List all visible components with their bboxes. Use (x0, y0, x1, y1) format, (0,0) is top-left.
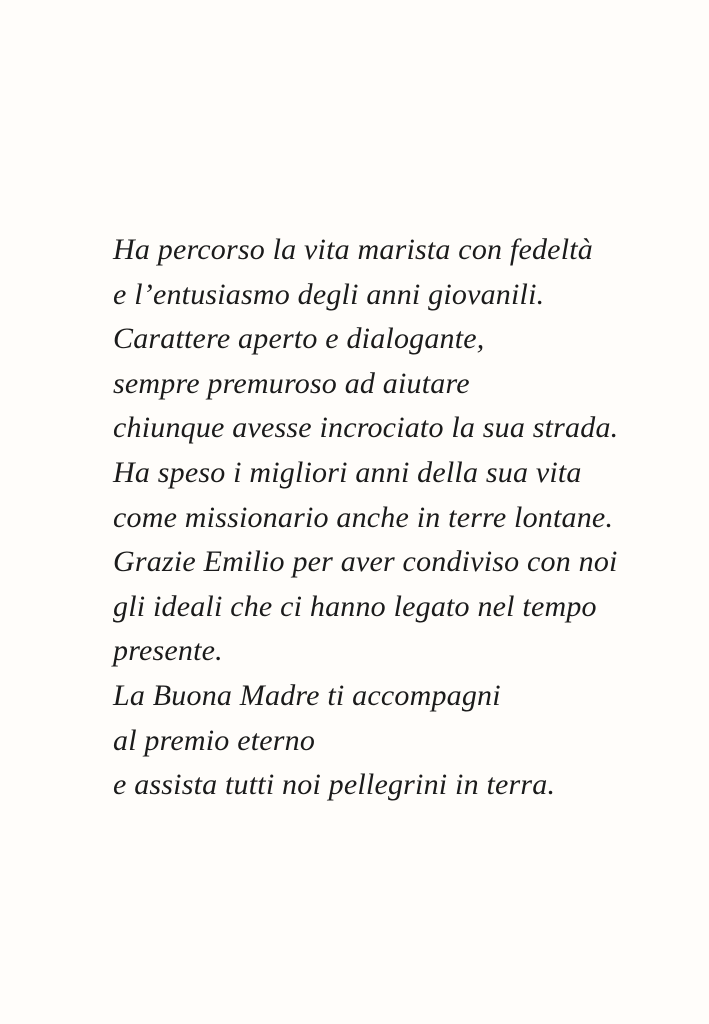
text-line: Grazie Emilio per aver condiviso con noi (113, 545, 618, 579)
text-line: al premio eterno (113, 723, 316, 757)
text-line: e assista tutti noi pellegrini in terra. (113, 768, 556, 802)
text-line: Ha speso i migliori anni della sua vita (113, 455, 582, 489)
text-line: chiunque avesse incrociato la sua strada. (113, 411, 619, 445)
text-line: Ha percorso la vita marista con fedeltà (113, 233, 593, 266)
text-line: come missionario anche in terre lontane. (113, 500, 614, 534)
text-line: sempre premuroso ad aiutare (113, 366, 470, 400)
text-line: La Buona Madre ti accompagni (113, 678, 501, 712)
text-line: presente. (113, 634, 223, 668)
text-line: gli ideali che ci hanno legato nel tempo (113, 589, 597, 623)
text-line: e l’entusiasmo degli anni giovanili. (113, 277, 545, 311)
text-block (113, 228, 633, 808)
text-line: Carattere aperto e dialogante, (113, 322, 485, 356)
